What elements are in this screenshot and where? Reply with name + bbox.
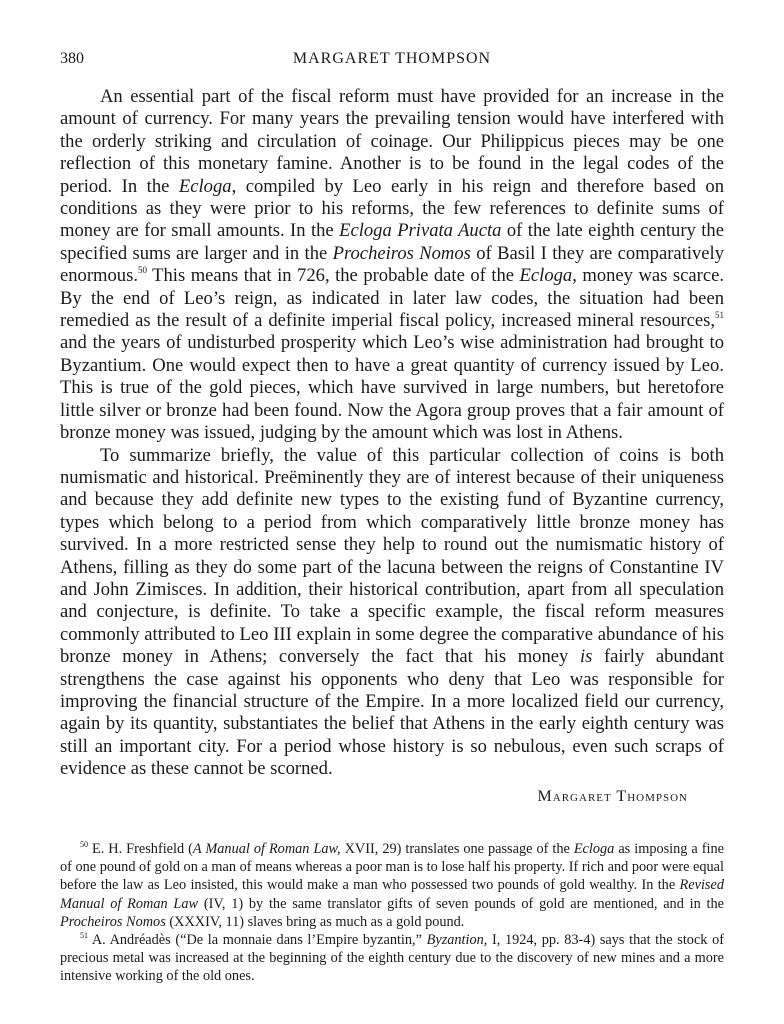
footnote-50 [60, 840, 724, 931]
footnote-ref-50[interactable]: 50 [137, 265, 147, 276]
text-run: , compiled by Leo early in his reign and therefore based on conditions as they were prior to his reforms, the few references to definite sums of money are for small amounts. In the [60, 175, 724, 242]
italic-title: Byzantion, [426, 932, 488, 949]
text-run: and the years of undisturbed prosperity which Leo’s wise administration had brought to Byzantium. One would expect then to have a great quantity of currency issued by Leo. This is true of the gold pieces, which have survived in large numbers, but heretofore little silver or bronze had been found. Now the Agora group proves that a fair amount of bronze money was issued, judging by the amount which was lost in Athens. [60, 332, 724, 444]
text-run: This means that in 726, the probable date of the [146, 265, 520, 287]
italic-title: Ecloga [519, 265, 573, 287]
text-run: , money was scarce. By the end of Leo’s reign, as indicated in later law codes, the situation had been remedied as the result of a definite imperial fiscal policy, increased mineral resources, [60, 265, 724, 332]
footnotes [60, 840, 724, 986]
page-number: 380 [60, 50, 84, 67]
text-run: I, 1924, pp. 83-4) says that the stock of precious metal was increased at the beginning of the eighth century due to the discovery of new mines and a more intensive working of the old ones. [60, 932, 724, 985]
main-text [60, 86, 724, 781]
running-head: MARGARET THOMPSON [292, 50, 492, 67]
paragraph-summary [60, 445, 724, 781]
italic-emphasis: is [579, 646, 593, 668]
text-run: To summarize briefly, the value of this particular collection of coins is both numismatic and historical. Preëminently they are of interest because of their uniqueness and because they add definite new types to the existing fund of Byzantine currency, types which belong to a period from which comparatively little bronze money has survived. In a more restricted sense they help to round out the numismatic history of Athens, filling as they do some part of the lacuna between the reigns of Constantine IV and John Zimisces. In addition, their historical contribution, apart from all speculation and conjecture, is definite. To take a specific example, the fiscal reform measures commonly attributed to Leo III explain in some degree the comparative abundance of his bronze money in Athens; conversely the fact that his money [60, 444, 724, 668]
page-header [60, 50, 724, 72]
text-run: E. H. Freshfield ( [88, 841, 193, 857]
paragraph-fiscal-reform [60, 86, 724, 445]
text-run: XVII, 29) translates one passage of the [340, 841, 574, 857]
italic-title: Ecloga Privata Aucta [339, 220, 502, 242]
text-run: (XXXIV, 11) slaves bring as much as a gold pound. [165, 913, 465, 930]
author-signature: Margaret Thompson [537, 788, 688, 805]
text-run: An essential part of the fiscal reform must have provided for an increase in the amount of currency. For many years the prevailing tension would have interfered with the orderly striking and circulation of coinage. Our Philippicus pieces may be one reflection of this monetary famine. Another is to be found in the legal codes of the period. In the [60, 86, 724, 197]
footnote-51 [60, 931, 724, 986]
italic-title: Ecloga [178, 175, 232, 197]
italic-title: Revised Manual of Roman Law [60, 877, 724, 912]
italic-title: Procheiros Nomos [60, 913, 166, 930]
italic-title: A Manual of Roman Law, [192, 841, 341, 857]
text-run: fairly abundant strengthens the case against his opponents who deny that Leo was responsible for improving the financial structure of the Empire. In a more localized field our currency, again by its quantity, substantiates the belief that Athens in the early eighth century was still an important city. For a period whose history is so nebulous, even such scraps of evidence as these cannot be scorned. [60, 646, 724, 780]
text-run: of the late eighth century the specified sums are larger and in the [60, 220, 724, 264]
footnote-number: 51 [80, 931, 88, 941]
footnote-number: 50 [80, 840, 88, 849]
text-run: (IV, 1) by the same translator gifts of seven pounds of gold are mentioned, and in the [198, 895, 724, 912]
italic-title: Ecloga [573, 841, 615, 857]
text-run: as imposing a fine of one pound of gold on a man of means whereas a poor man is to lose half his property. If rich and poor were equal before the law as Leo insisted, this would make a man who possessed two pounds of gold wealthy. In the [60, 841, 724, 894]
text-run: of Basil I they are comparatively enormous. [60, 242, 725, 287]
footnote-ref-51[interactable]: 51 [715, 310, 724, 321]
text-run: A. Andréadès (“De la monnaie dans l’Empire byzantin,” [88, 932, 427, 949]
italic-title: Procheiros Nomos [332, 242, 471, 264]
